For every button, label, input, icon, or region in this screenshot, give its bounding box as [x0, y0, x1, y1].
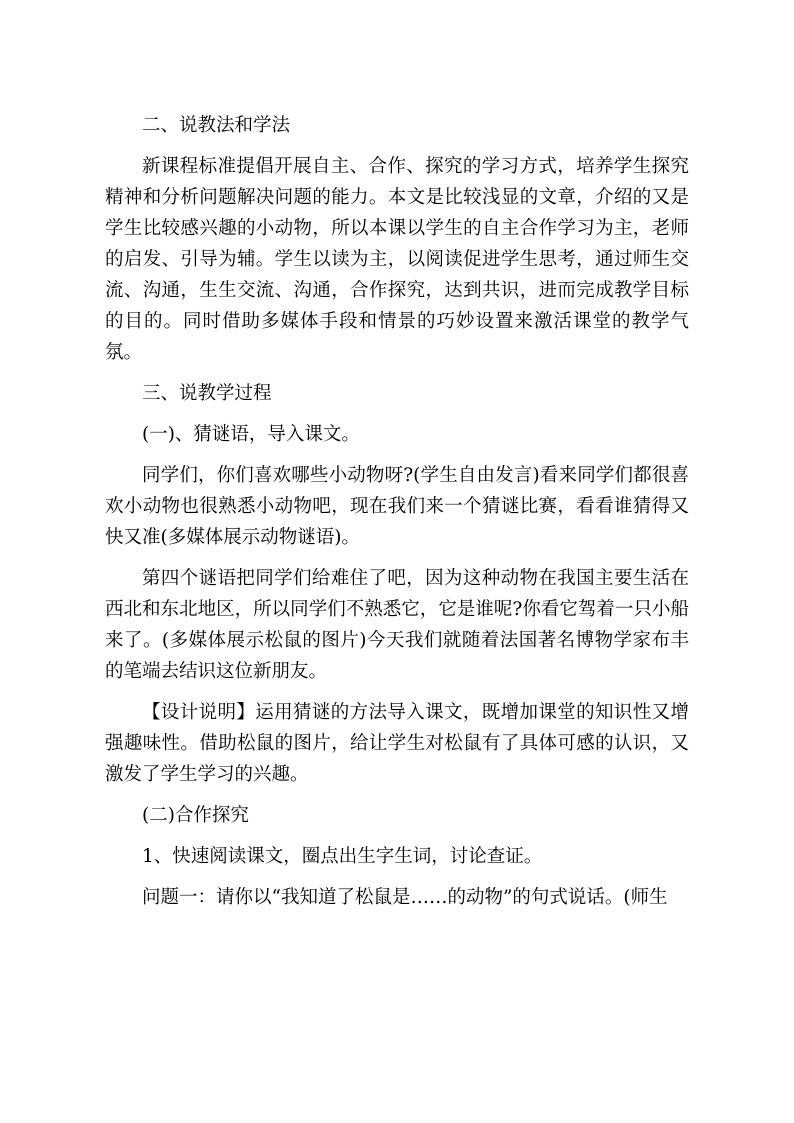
subsection-heading-cooperative-inquiry: (二)合作探究 — [142, 805, 249, 826]
section-heading-teaching-process: 三、说教学过程 — [142, 383, 272, 404]
paragraph-teaching-methods: 新课程标准提倡开展自主、合作、探究的学习方式，培养学生探究精神和分析问题解决问题的能力。本文是比较浅显的文章，介绍的又是学生比较感兴趣的小动物，所以本课以学生的自主合作学习为主，老师的启发、引导为辅。学生以读为主，以阅读促进学生思考，通过师生交流、沟通，生生交流、沟通，合作探究，达到共识，进而完成教学目标的目的。同时借助多媒体手段和情景的巧妙设置来激活课堂的教学气氛。 — [105, 156, 689, 363]
subsection-heading-riddles: (一)、猜谜语，导入课文。 — [142, 424, 360, 445]
document-body — [105, 110, 689, 923]
section-heading-teaching-methods: 二、说教法和学法 — [142, 115, 291, 136]
step-heading-quick-reading: 1、快速阅读课文，圈点出生字生词，讨论查证。 — [142, 846, 543, 867]
paragraph-riddles-intro: 同学们，你们喜欢哪些小动物呀?(学生自由发言)看来同学们都很喜欢小动物也很熟悉小动物吧，现在我们来一个猜谜比赛，看看谁猜得又快又准(多媒体展示动物谜语)。 — [105, 465, 689, 548]
paragraph-question-one: 问题一：请你以“我知道了松鼠是……的动物”的句式说话。(师生 — [142, 887, 668, 908]
paragraph-fourth-riddle: 第四个谜语把同学们给难住了吧，因为这种动物在我国主要生活在西北和东北地区，所以同学们不熟悉它，它是谁呢?你看它驾着一只小船来了。(多媒体展示松鼠的图片)今天我们就随着法国著名博物学家布丰的笔端去结识这位新朋友。 — [105, 568, 689, 682]
paragraph-design-note: 【设计说明】运用猜谜的方法导入课文，既增加课堂的知识性又增强趣味性。借助松鼠的图片，给让学生对松鼠有了具体可感的认识，又激发了学生学习的兴趣。 — [105, 702, 689, 785]
